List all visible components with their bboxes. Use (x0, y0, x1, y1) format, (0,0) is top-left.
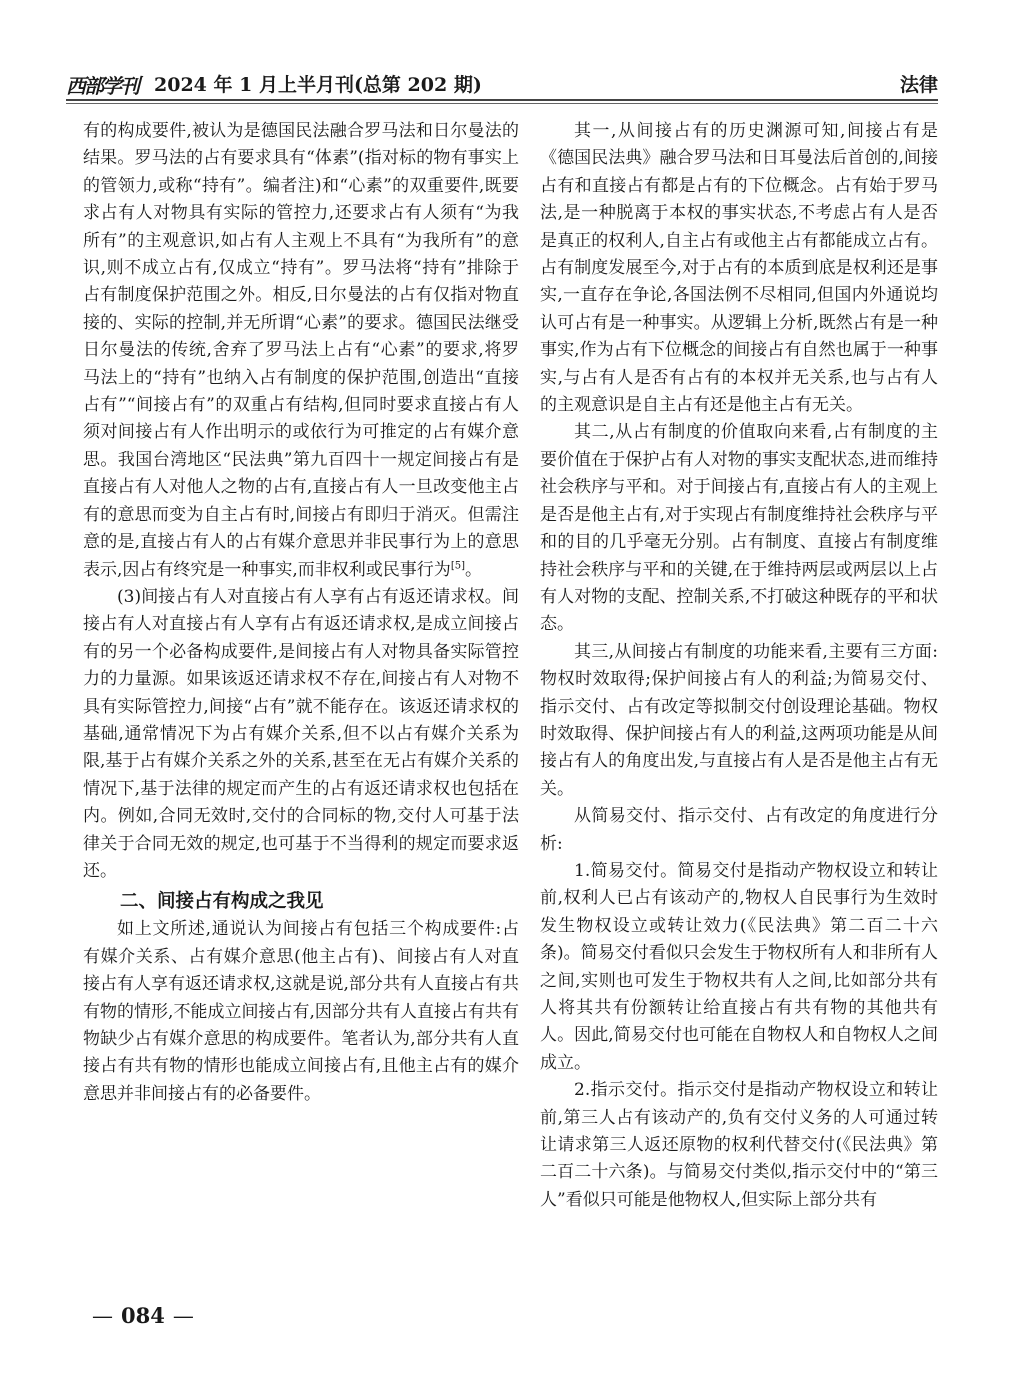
paragraph: 2.指示交付。指示交付是指动产物权设立和转让前,第三人占有该动产的,负有交付义务的人可通过转让请求第三人返还原物的权利代替交付(《民法典》第二百二十六条)。与简易交付类似,指示交付中的“第三人”看似只可能是他物权人,但实际上部分共有 (540, 1080, 938, 1210)
paragraph: 其二,从占有制度的价值取向来看,占有制度的主要价值在于保护占有人对物的事实支配状态,进而维持社会秩序与平和。对于间接占有,直接占有人的主观上是否是他主占有,对于实现占有制度维持社会秩序与平和的目的几乎毫无分别。占有制度、直接占有制度维持社会秩序与平和的关键,在于维持两层或两层以上占有人对物的支配、控制关系,不打破这种既存的平和状态。 (540, 422, 938, 635)
section-heading: 二、间接占有构成之我见 (120, 891, 324, 913)
header-rule-thick (66, 99, 938, 101)
dash: — (172, 1304, 194, 1328)
paragraph-text: 有的构成要件,被认为是德国民法融合罗马法和日尔曼法的结果。罗马法的占有要求具有“体素”(指对标的物有事实上的管领力,或称“持有”。编者注)和“心素”的双重要件,既要求占有人对物具有实际的管控力,还要求占有人须有“为我所有”的主观意识,如占有人主观上不具有“为我所有”的意识,则不成立占有,仅成立“持有”。罗马法将“持有”排除于占有制度保护范围之外。相反,日尔曼法的占有仅指对物直接的、实际的控制,并无所谓“心素”的要求。德国民法继受日尔曼法的传统,舍弃了罗马法上占有“心素”的要求,将罗马法上的“持有”也纳入占有制度的保护范围,创造出“直接占有”“间接占有”的双重占有结构,但同时要求直接占有人须对间接占有人作出明示的或依行为可推定的占有媒介意思。我国台湾地区“民法典”第九百四十一规定间接占有是直接占有人对他人之物的占有,直接占有人一旦改变他主占有的意思而变为自主占有时,间接占有即归于消灭。但需注意的是,直接占有人的占有媒介意思并非民事行为上的意思表示,因占有终究是一种事实,而非权利或民事行为 (83, 121, 519, 580)
citation-ref[interactable]: [5] (450, 559, 465, 571)
paragraph: (3)间接占有人对直接占有人享有占有返还请求权。间接占有人对直接占有人享有占有返还请求权,是成立间接占有的另一个必备构成要件,是间接占有人对物具备实际管控力的力量源。如果该返还请求权不存在,间接占有人对物不具有实际管控力,间接“占有”就不能存在。该返还请求权的基础,通常情况下为占有媒介关系,但不以占有媒介关系为限,基于占有媒介关系之外的关系,甚至在无占有媒介关系的情况下,基于法律的规定而产生的占有返还请求权也包括在内。例如,合同无效时,交付的合同标的物,交付人可基于法律关于合同无效的规定,也可基于不当得利的规定而要求返还。 (83, 586, 519, 881)
paragraph: 其三,从间接占有制度的功能来看,主要有三方面:物权时效取得;保护间接占有人的利益;为简易交付、指示交付、占有改定等拟制交付创设理论基础。物权时效取得、保护间接占有人的利益,这两项功能是从间接占有人的角度出发,与直接占有人是否是他主占有无关。 (540, 641, 938, 799)
paragraph: 如上文所述,通说认为间接占有包括三个构成要件:占有媒介关系、占有媒介意思(他主占有)、间接占有人对直接占有人享有返还请求权,这就是说,部分共有人直接占有共有物的情形,不能成立间接占有,因部分共有人直接占有共有物缺少占有媒介意思的构成要件。笔者认为,部分共有人直接占有共有物的情形也能成立间接占有,且他主占有的媒介意思并非间接占有的必备要件。 (83, 919, 519, 1104)
left-column (83, 118, 519, 1108)
paragraph: 从简易交付、指示交付、占有改定的角度进行分析: (540, 806, 938, 854)
issue-info: 2024 年 1 月上半月刊(总第 202 期) (154, 74, 482, 96)
header-rule-thin (66, 103, 938, 104)
paragraph: 1.简易交付。简易交付是指动产物权设立和转让前,权利人已占有该动产的,物权人自民事行为生效时发生物权设立或转让效力(《民法典》第二百二十六条)。简易交付看似只会发生于物权所有人和非所有人之间,实则也可发生于物权共有人之间,比如部分共有人将其共有份额转让给直接占有共有物的其他共有人。因此,简易交付也可能在自物权人和自物权人之间成立。 (540, 860, 938, 1073)
page-number-value: 084 (121, 1303, 165, 1328)
page-number (92, 1303, 194, 1328)
paragraph: 其一,从间接占有的历史渊源可知,间接占有是《德国民法典》融合罗马法和日耳曼法后首创的,间接占有和直接占有都是占有的下位概念。占有始于罗马法,是一种脱离于本权的事实状态,不考虑占有人是否是真正的权利人,自主占有或他主占有都能成立占有。占有制度发展至今,对于占有的本质到底是权利还是事实,一直存在争论,各国法例不尽相同,但国内外通说均认可占有是一种事实。从逻辑上分析,既然占有是一种事实,作为占有下位概念的间接占有自然也属于一种事实,与占有人是否有占有的本权并无关系,也与占有人的主观意识是自主占有还是他主占有无关。 (540, 121, 938, 416)
running-header (66, 70, 938, 96)
journal-logo: 西部学刊 (66, 74, 138, 98)
section-name: 法律 (899, 74, 938, 96)
right-column (540, 118, 938, 1214)
dash: — (92, 1304, 113, 1328)
paragraph (83, 118, 519, 584)
paragraph-end: 。 (464, 559, 482, 580)
